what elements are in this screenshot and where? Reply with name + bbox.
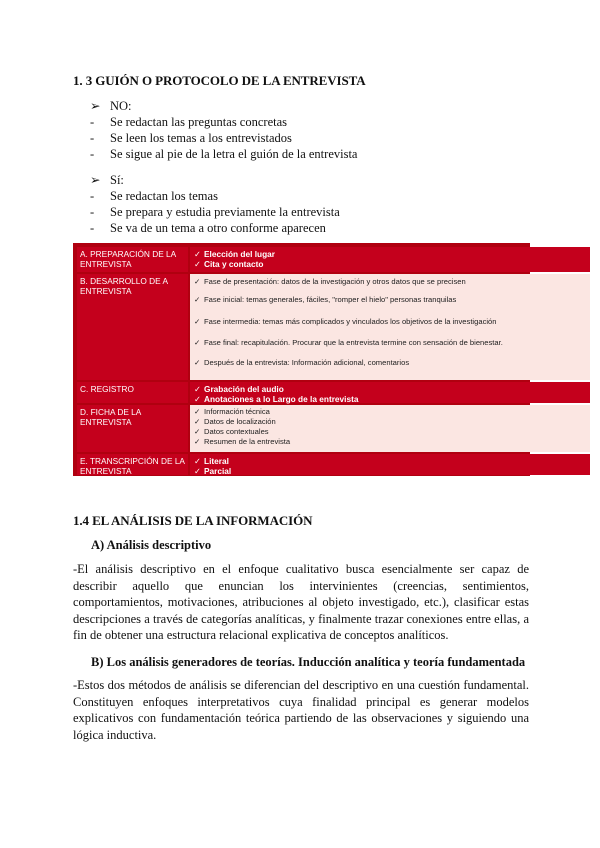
check-icon: ✓ xyxy=(194,338,201,347)
list-item: Se va de un tema a otro conforme aparecen xyxy=(110,221,326,235)
row-label-transcripcion: E. TRANSCRIPCIÓN DE LA ENTREVISTA xyxy=(77,454,188,475)
list-item: Resumen de la entrevista xyxy=(204,437,291,446)
dash-bullet: - xyxy=(90,205,95,219)
check-icon: ✓ xyxy=(194,437,201,446)
list-item: Parcial xyxy=(204,466,232,476)
subsection-title-descriptivo: A) Análisis descriptivo xyxy=(91,538,212,552)
section-title-analisis: 1.4 EL ANÁLISIS DE LA INFORMACIÓN xyxy=(73,513,313,528)
arrow-bullet-icon: ➢ xyxy=(90,173,101,187)
paragraph-teorias: -Estos dos métodos de análisis se diferencian del descriptivo en una cuestión fundamental. Constituyen enfoques interpretativos cuya finalidad principal es generar modelos explicativos con fundamentación teórica partiendo de las observaciones y siguiendo una lógica inductiva. xyxy=(73,678,529,742)
dash-bullet: - xyxy=(90,221,95,235)
check-icon: ✓ xyxy=(194,259,201,269)
list-item: Fase final: recapitulación. Procurar que la entrevista termine con sensación de bienestar. xyxy=(204,338,503,347)
check-icon: ✓ xyxy=(194,456,201,466)
list-item: Cita y contacto xyxy=(204,259,264,269)
dash-bullet: - xyxy=(90,189,95,203)
list-item: Se redactan las preguntas concretas xyxy=(110,115,288,129)
list-item: Se sigue al pie de la letra el guión de la entrevista xyxy=(110,147,358,161)
check-icon: ✓ xyxy=(194,295,201,304)
list-item: Después de la entrevista: Información adicional, comentarios xyxy=(204,358,410,367)
check-icon: ✓ xyxy=(194,417,201,426)
row-label-registro: C. REGISTRO xyxy=(77,382,188,403)
list-item: Anotaciones a lo Largo de la entrevista xyxy=(204,394,359,404)
subsection-title-teorias: B) Los análisis generadores de teorías. Inducción analítica y teoría fundamentada xyxy=(91,655,526,669)
no-list xyxy=(90,98,357,162)
si-list xyxy=(90,172,340,236)
list-item: Grabación del audio xyxy=(204,384,284,394)
row-content-ficha xyxy=(190,405,590,452)
check-icon: ✓ xyxy=(194,466,201,476)
si-label: Sí: xyxy=(110,173,124,187)
check-icon: ✓ xyxy=(194,317,201,326)
list-item: Se leen los temas a los entrevistados xyxy=(110,131,292,145)
no-label: NO: xyxy=(110,99,132,113)
list-item: Fase de presentación: datos de la investigación y otros datos que se precisen xyxy=(204,277,466,286)
check-icon: ✓ xyxy=(194,249,201,259)
list-item: Información técnica xyxy=(204,407,270,416)
row-label-preparacion: A. PREPARACIÓN DE LA ENTREVISTA xyxy=(77,247,188,272)
list-item: Datos contextuales xyxy=(204,427,269,436)
list-item: Se prepara y estudia previamente la entrevista xyxy=(110,205,340,219)
row-content-transcripcion xyxy=(190,454,590,475)
list-item: Elección del lugar xyxy=(204,249,276,259)
section-title-guion: 1. 3 GUIÓN O PROTOCOLO DE LA ENTREVISTA xyxy=(73,73,366,88)
check-icon: ✓ xyxy=(194,384,201,394)
interview-phases-table xyxy=(73,243,530,476)
list-item: Se redactan los temas xyxy=(110,189,218,203)
check-icon: ✓ xyxy=(194,358,201,367)
list-item: Literal xyxy=(204,456,229,466)
dash-bullet: - xyxy=(90,131,95,145)
list-item: Datos de localización xyxy=(204,417,276,426)
check-icon: ✓ xyxy=(194,394,201,404)
row-content-preparacion xyxy=(190,247,590,272)
row-content-desarrollo xyxy=(190,274,590,380)
paragraph-descriptivo: -El análisis descriptivo en el enfoque cualitativo busca esencialmente ser capaz de describir aquello que enuncian los intervinientes (creencias, sentimientos, comportamientos, motivaciones, atribuciones al objeto investigado, etc.), clasificar estas descripciones a través de categorías analíticas, y finalmente trazar conexiones entre ellas, a fin de obtener una estructura relacional explicativa de conceptos analíticos. xyxy=(73,562,529,642)
dash-bullet: - xyxy=(90,115,95,129)
arrow-bullet-icon: ➢ xyxy=(90,99,101,113)
row-label-desarrollo: B. DESARROLLO DE A ENTREVISTA xyxy=(77,274,188,380)
list-item: Fase intermedia: temas más complicados y vinculados los objetivos de la investigación xyxy=(204,317,497,326)
check-icon: ✓ xyxy=(194,407,201,416)
row-content-registro xyxy=(190,382,590,403)
check-icon: ✓ xyxy=(194,277,201,286)
row-label-ficha: D. FICHA DE LA ENTREVISTA xyxy=(77,405,188,452)
list-item: Fase inicial: temas generales, fáciles, "romper el hielo" personas tranquilas xyxy=(204,295,457,304)
dash-bullet: - xyxy=(90,147,95,161)
check-icon: ✓ xyxy=(194,427,201,436)
